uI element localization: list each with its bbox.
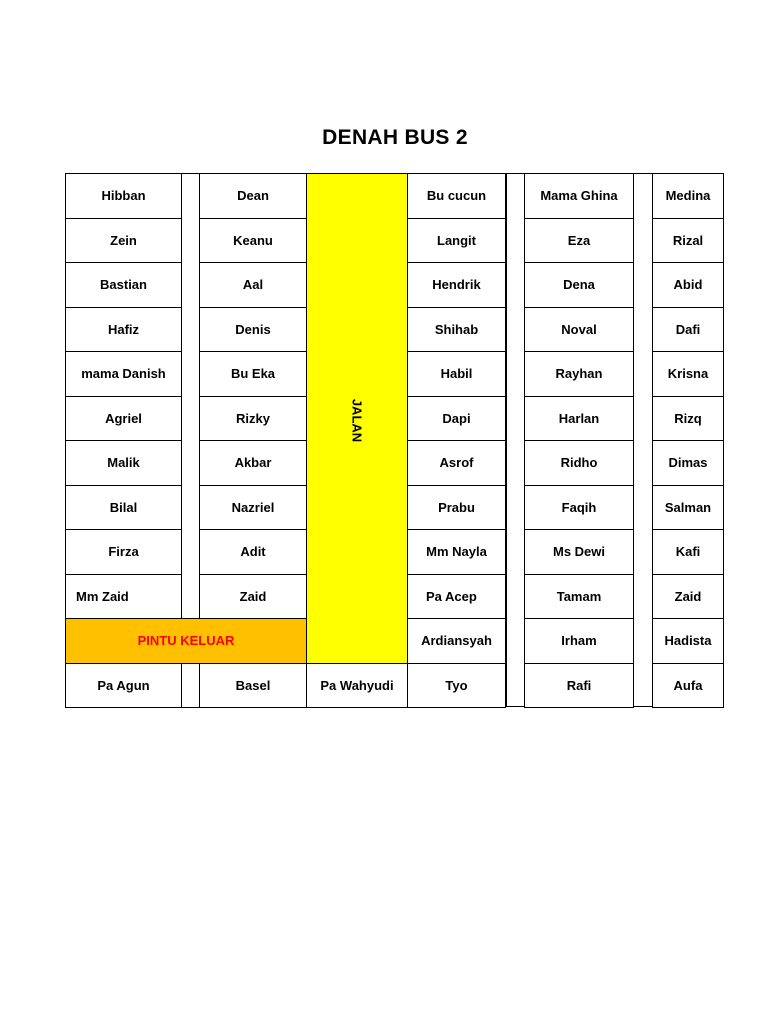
seat: Tamam (524, 574, 634, 620)
seat: Krisna (652, 351, 724, 397)
seat: Noval (524, 307, 634, 353)
back-seat: Basel (199, 663, 307, 709)
seat: Rayhan (524, 351, 634, 397)
seat: Dapi (407, 396, 506, 442)
seat: Malik (65, 440, 182, 486)
aisle-label: JALAN (349, 399, 365, 443)
exit-door: PINTU KELUAR (65, 618, 307, 664)
seat: Mama Ghina (524, 173, 634, 219)
seat: Rizq (652, 396, 724, 442)
seat: Bilal (65, 485, 182, 531)
seat: Medina (652, 173, 724, 219)
seat-gap (506, 173, 525, 707)
seat: Ms Dewi (524, 529, 634, 575)
seat: Eza (524, 218, 634, 264)
seat: Harlan (524, 396, 634, 442)
seat: Denis (199, 307, 307, 353)
seat: Zaid (199, 574, 307, 620)
seat: Salman (652, 485, 724, 531)
seat: Dafi (652, 307, 724, 353)
seat: Ridho (524, 440, 634, 486)
seat: Mm Nayla (407, 529, 506, 575)
seat: Zein (65, 218, 182, 264)
seat: Bu Eka (199, 351, 307, 397)
seat: Aal (199, 262, 307, 308)
seat: Shihab (407, 307, 506, 353)
back-seat: Pa Wahyudi (306, 663, 408, 709)
seat: Nazriel (199, 485, 307, 531)
seat-gap (181, 173, 200, 619)
seat-gap (181, 663, 200, 709)
seat: Abid (652, 262, 724, 308)
seat: Akbar (199, 440, 307, 486)
seat: Rizky (199, 396, 307, 442)
seat: Kafi (652, 529, 724, 575)
seat: Hadista (652, 618, 724, 664)
seat: Ardiansyah (407, 618, 506, 664)
seat: Keanu (199, 218, 307, 264)
seat-gap (633, 173, 653, 707)
seat: Hibban (65, 173, 182, 219)
seat: Hafiz (65, 307, 182, 353)
bus-seat-map (65, 173, 724, 707)
seat: Rizal (652, 218, 724, 264)
seat: Firza (65, 529, 182, 575)
seat: Bastian (65, 262, 182, 308)
seat: Agriel (65, 396, 182, 442)
back-seat: Rafi (524, 663, 634, 709)
seat: Mm Zaid (65, 574, 182, 620)
seat: Dimas (652, 440, 724, 486)
back-seat: Pa Agun (65, 663, 182, 709)
seat: Dean (199, 173, 307, 219)
page-title: DENAH BUS 2 (322, 126, 468, 149)
seat: mama Danish (65, 351, 182, 397)
seat: Langit (407, 218, 506, 264)
seat: Pa Acep (407, 574, 506, 620)
back-seat: Tyo (407, 663, 506, 709)
seat: Bu cucun (407, 173, 506, 219)
seat: Faqih (524, 485, 634, 531)
seat: Asrof (407, 440, 506, 486)
seat: Habil (407, 351, 506, 397)
seat: Zaid (652, 574, 724, 620)
seat: Adit (199, 529, 307, 575)
seat: Prabu (407, 485, 506, 531)
seat: Hendrik (407, 262, 506, 308)
seat: Dena (524, 262, 634, 308)
back-seat: Aufa (652, 663, 724, 709)
seat: Irham (524, 618, 634, 664)
